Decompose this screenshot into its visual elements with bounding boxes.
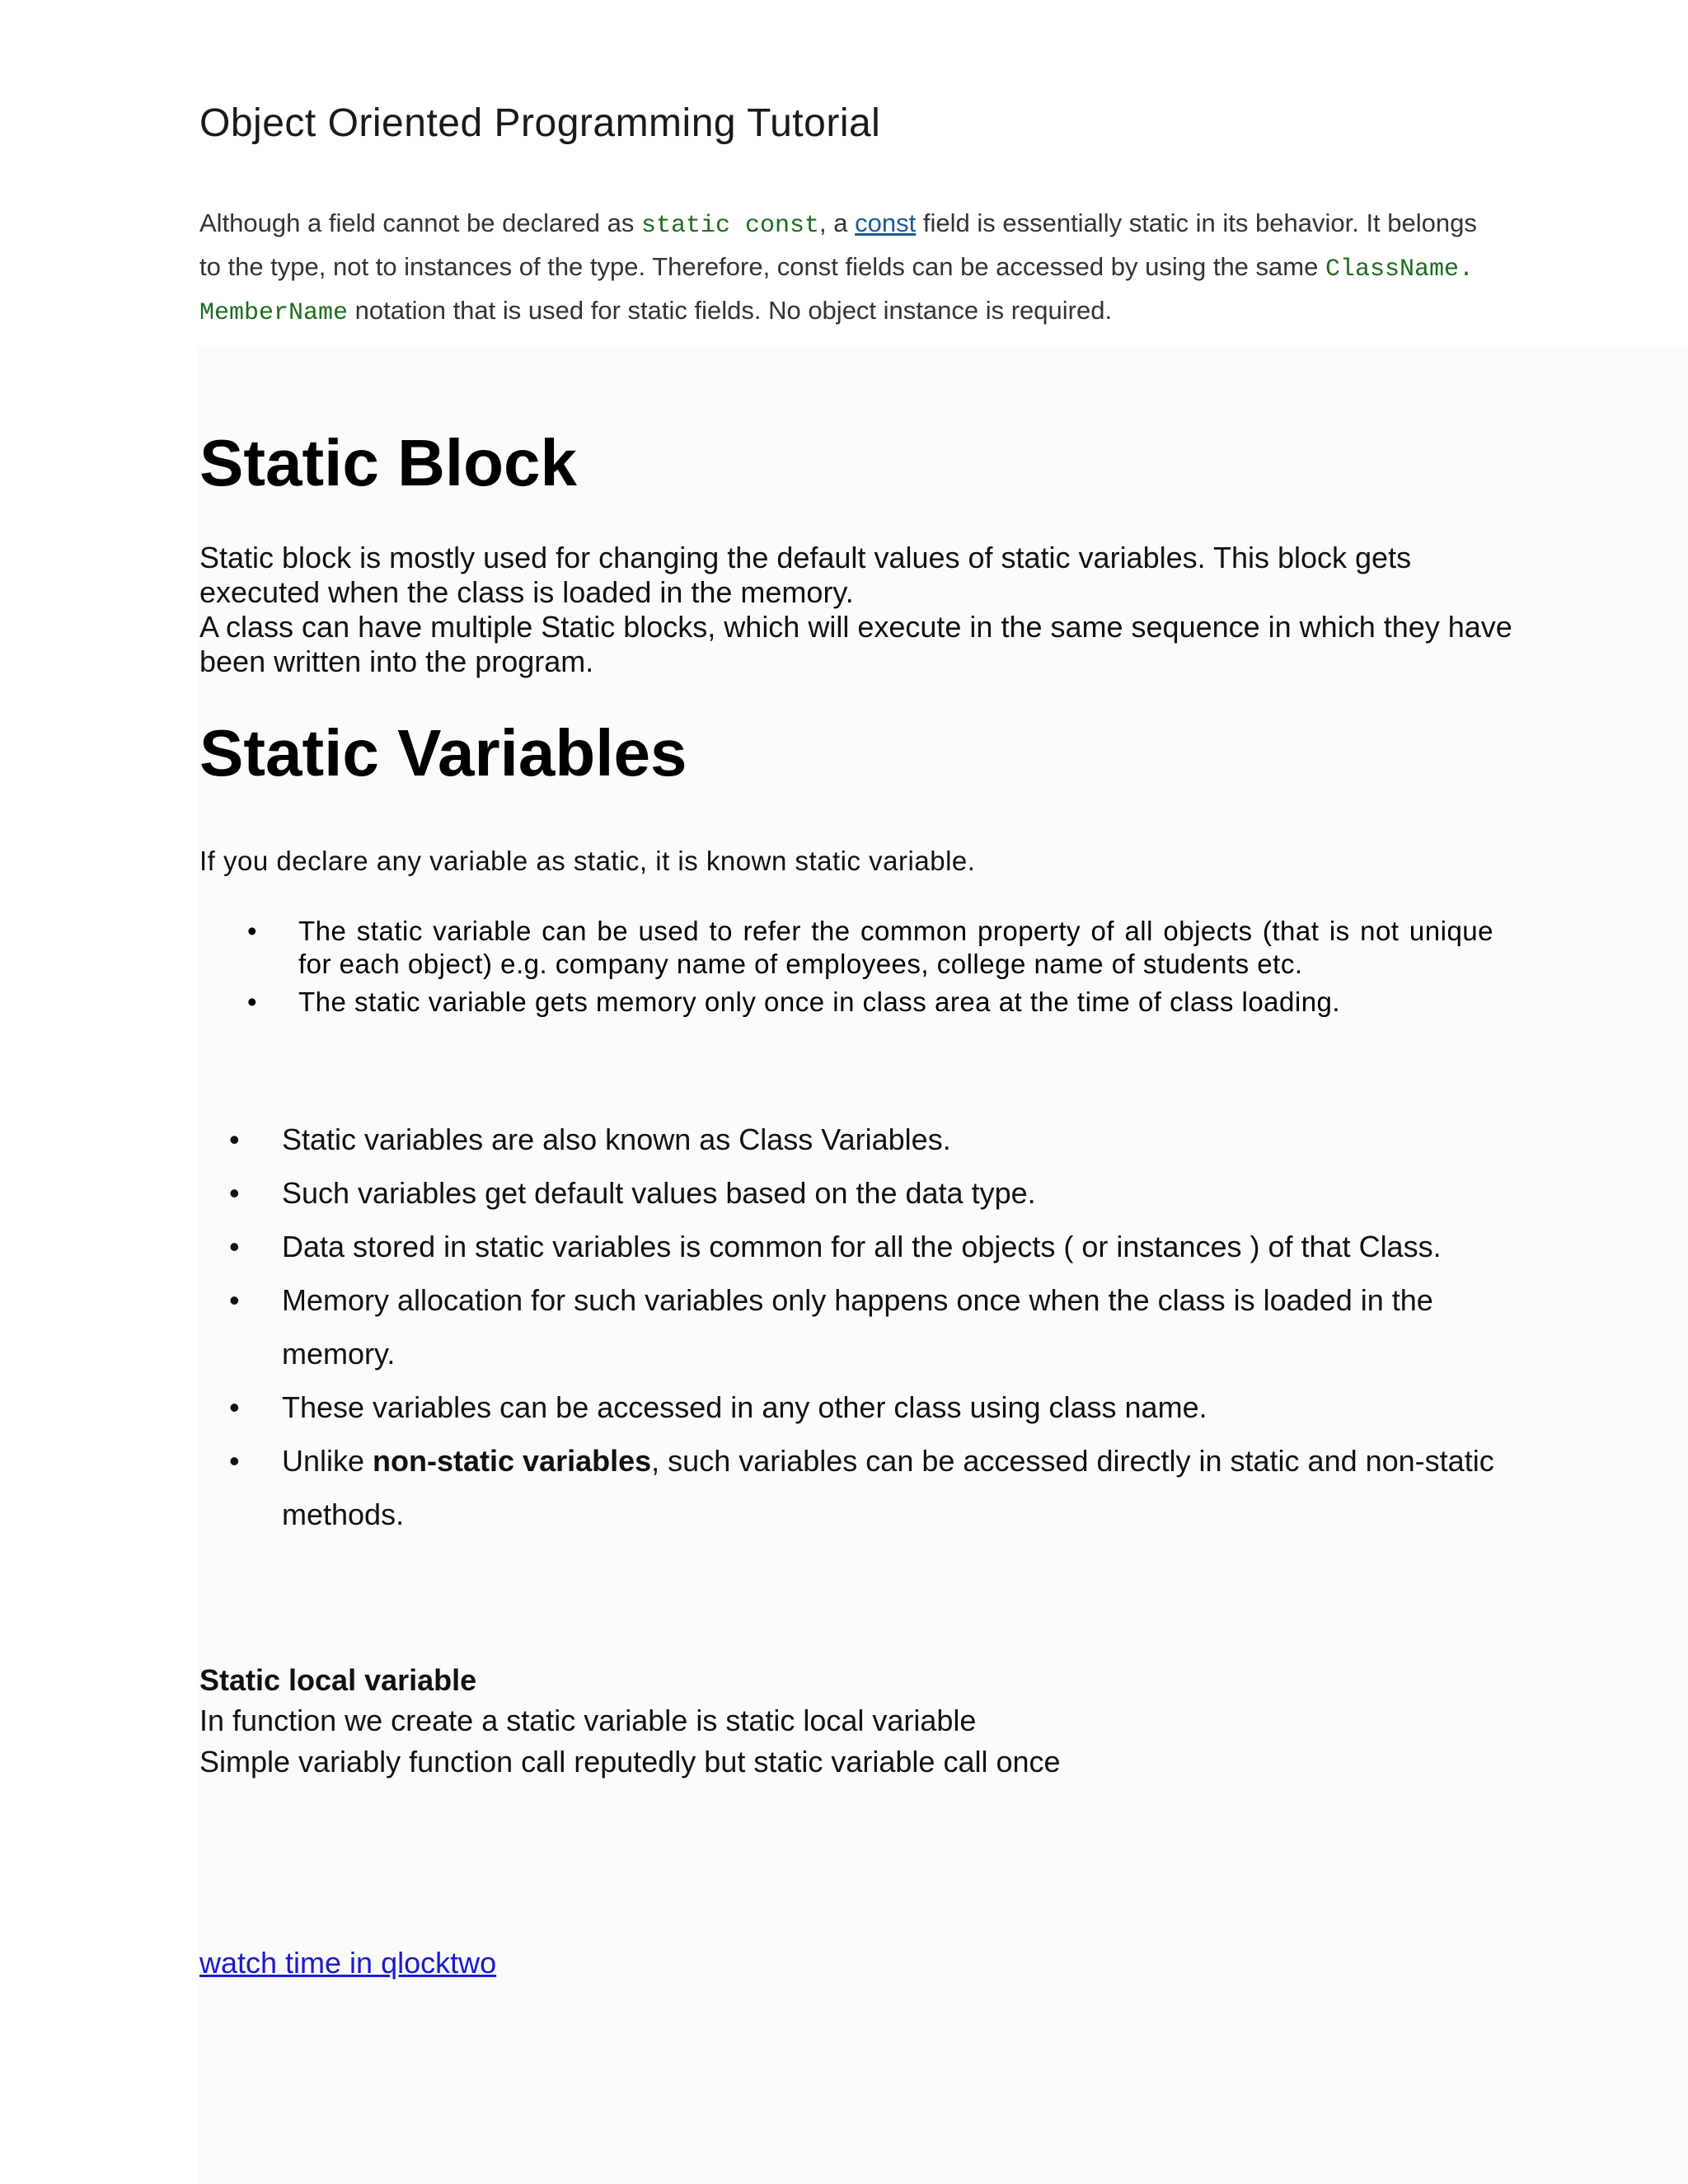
intro-text-2: , a [819, 209, 856, 237]
static-local-variable-line-1: In function we create a static variable is static local variable [199, 1704, 977, 1737]
list-item [199, 1273, 1502, 1380]
static-variables-heading: Static Variables [199, 716, 687, 790]
list-item-text-post: , such variables can be accessed directly in static and non-static methods. [282, 1444, 1494, 1531]
bullet-icon: • [229, 1390, 240, 1424]
bullet-icon: • [247, 916, 258, 946]
list-item [199, 1434, 1502, 1541]
intro-text-4: notation that is used for static fields. No object instance is required. [348, 296, 1113, 325]
list-item-text-pre: Unlike [282, 1444, 373, 1478]
intro-text-3: field is essentially static in its behavior. It belongs to the type, not to instances of the type. Therefore, const fields can be accessed by using the same [199, 209, 1477, 281]
list-item [199, 915, 1493, 981]
static-variable-properties-list [199, 1113, 1502, 1541]
list-item [199, 1166, 1502, 1220]
list-item [199, 1113, 1502, 1166]
code-classname-membername: ClassName. MemberName [199, 255, 1474, 327]
intro-paragraph [199, 203, 1485, 334]
intro-text-1: Although a field cannot be declared as [199, 209, 641, 237]
bullet-icon: • [229, 1122, 240, 1156]
static-variables-intro: If you declare any variable as static, it is known static variable. [199, 846, 976, 876]
static-variable-facts-list [199, 915, 1493, 1024]
list-item-text: The static variable gets memory only once in class area at the time of class loading. [298, 987, 1341, 1017]
static-local-variable-heading: Static local variable [199, 1663, 477, 1697]
bullet-icon: • [229, 1283, 240, 1317]
list-item-text: These variables can be accessed in any other class using class name. [282, 1390, 1207, 1424]
list-item-text: Memory allocation for such variables only happens once when the class is loaded in the memory. [282, 1283, 1433, 1371]
list-item-text: Static variables are also known as Class Variables. [282, 1122, 951, 1156]
const-link[interactable]: const [855, 209, 917, 237]
document-title: Object Oriented Programming Tutorial [199, 101, 881, 145]
static-block-paragraph-2: A class can have multiple Static blocks, which will execute in the same sequence in which they have been written into the program. [199, 610, 1512, 678]
code-static-const: static const [641, 212, 820, 240]
static-block-heading: Static Block [199, 426, 577, 499]
list-item-text: The static variable can be used to refer the common property of all objects (that is not unique for each object) e.g. company name of employees, college name of students etc. [298, 916, 1493, 979]
static-block-paragraph-1: Static block is mostly used for changing the default values of static variables. This block gets executed when the class is loaded in the memory. [199, 541, 1412, 609]
bullet-icon: • [229, 1230, 240, 1263]
bullet-icon: • [229, 1176, 240, 1210]
list-item [199, 1380, 1502, 1434]
static-local-variable-line-2: Simple variably function call reputedly but static variable call once [199, 1745, 1061, 1779]
bullet-icon: • [229, 1444, 240, 1478]
list-item [199, 986, 1493, 1019]
list-item-text: Data stored in static variables is common for all the objects ( or instances ) of that Class. [282, 1230, 1442, 1263]
list-item [199, 1220, 1502, 1273]
bullet-icon: • [247, 987, 258, 1017]
list-item-text: Such variables get default values based on the data type. [282, 1176, 1036, 1210]
non-static-variables-term: non-static variables [373, 1444, 652, 1478]
qlocktwo-link[interactable]: watch time in qlocktwo [199, 1946, 497, 1980]
